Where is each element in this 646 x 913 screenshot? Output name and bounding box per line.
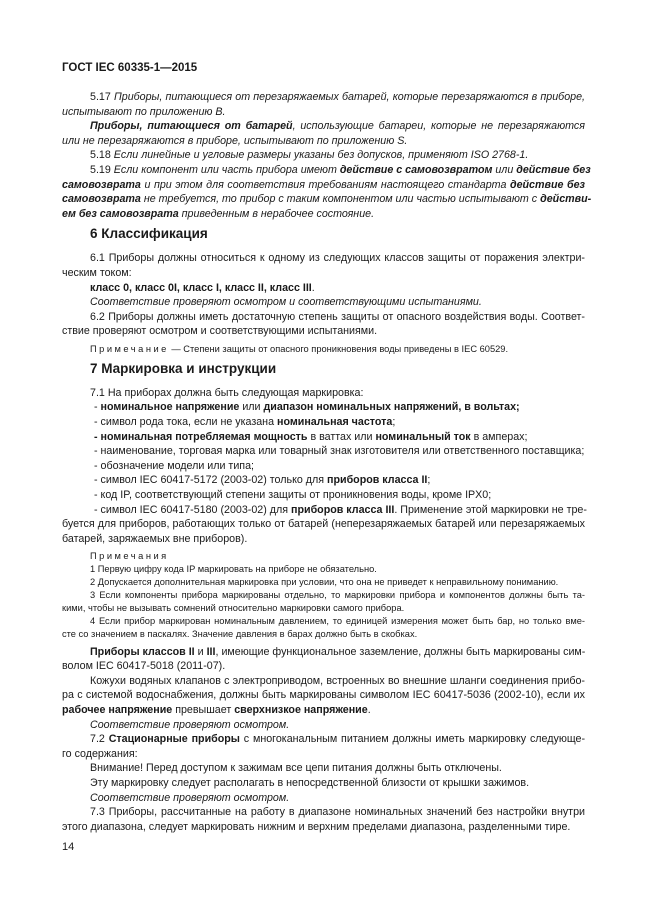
text-line xyxy=(62,444,585,459)
paragraph xyxy=(62,805,585,834)
text-line xyxy=(62,589,585,602)
emphasized-text: действие с самовозвратом xyxy=(339,163,493,176)
emphasized-text: действи- xyxy=(540,193,592,206)
text-line xyxy=(62,615,585,628)
text-line xyxy=(62,576,585,589)
emphasized-text: Если линейные и угловые размеры указаны без допусков, применяют ISO 2768-1. xyxy=(113,149,529,162)
text-line xyxy=(62,251,585,266)
text-run: ра с системой водоснабжения, должны быть маркированы символом IEC 60417-5036 (2002-10), если их xyxy=(62,689,585,702)
text-line xyxy=(62,400,585,415)
emphasized-text: Приборы классов II xyxy=(90,645,195,658)
text-line xyxy=(62,266,585,281)
text-run: — Степени защиты от опасного проникновения воды приведены в IEC 60529. xyxy=(168,343,509,354)
paragraph xyxy=(62,310,585,339)
paragraph xyxy=(62,761,585,776)
spaced-label: Примечание xyxy=(90,343,169,354)
text-line xyxy=(62,415,585,430)
note-block xyxy=(62,343,585,356)
text-run: 2 Допускается дополнительная маркировка при условии, что она не приведет к неправильному пониманию. xyxy=(90,577,559,588)
text-line xyxy=(62,178,585,193)
text-line xyxy=(62,718,585,733)
text-run: буется для приборов, работающих только от батарей (неперезаряжаемых батарей или перезаряжаемых xyxy=(62,518,585,531)
text-line xyxy=(62,459,585,474)
emphasized-text: номинальное напряжение xyxy=(100,401,240,414)
text-run: 6.1 Приборы должны относиться к одному из следующих классов защиты от поражения электри- xyxy=(90,252,585,265)
text-line xyxy=(62,207,585,222)
note-block xyxy=(62,550,585,640)
text-line xyxy=(62,386,585,401)
text-line xyxy=(62,659,585,674)
text-run: ствие проверяют осмотром и соответствующими испытаниями. xyxy=(62,325,378,338)
text-run: - xyxy=(94,401,101,414)
text-run: этого диапазона, следует маркировать нижним и верхним пределами диапазона, разделенными тире. xyxy=(62,820,571,833)
emphasized-text: рабочее напряжение xyxy=(62,703,173,716)
text-run: . xyxy=(311,281,315,294)
paragraph xyxy=(62,386,585,547)
text-line xyxy=(62,90,585,105)
paragraph xyxy=(62,295,585,310)
text-run: . Применение этой маркировки не тре- xyxy=(394,503,587,516)
text-line xyxy=(62,343,585,356)
text-run: 1 Первую цифру кода IP маркировать на приборе не обязательно. xyxy=(90,564,377,575)
emphasized-text: испытывают по приложению B. xyxy=(62,105,226,118)
text-run: в амперах; xyxy=(470,430,528,443)
text-line xyxy=(62,532,585,547)
emphasized-text: Если компонент или часть прибора имеют xyxy=(113,163,340,176)
text-line xyxy=(62,602,585,615)
section-heading xyxy=(62,225,585,243)
text-run: превышает xyxy=(172,703,235,716)
paragraph xyxy=(62,90,585,119)
text-line xyxy=(62,776,585,791)
text-run: - символ IEC 60417-5180 (2003-02) для xyxy=(94,503,292,516)
text-run: ческим током: xyxy=(62,266,132,279)
text-run: - код IP, соответствующий степени защиты от проникновения воды, кроме IPX0; xyxy=(94,488,492,501)
text-line xyxy=(62,310,585,325)
text-run: Внимание! Перед доступом к зажимам все цепи питания должны быть отключены. xyxy=(90,762,502,775)
text-run: сте со значением в паскалях. Значение давления в барах должно быть в скобках. xyxy=(62,628,418,639)
text-line xyxy=(62,563,585,576)
text-line xyxy=(62,703,585,718)
text-line xyxy=(62,148,585,163)
text-line xyxy=(62,192,592,207)
emphasized-text: Стационарные приборы xyxy=(108,733,240,746)
text-run: волом IEC 60417-5018 (2011-07). xyxy=(62,660,226,673)
text-run: 3 Если компоненты прибора маркированы отдельно, то маркировки прибора и компонентов должны быть та- xyxy=(90,590,585,600)
emphasized-text: номинальная частота xyxy=(277,415,393,428)
paragraph xyxy=(62,718,585,733)
text-line xyxy=(62,225,585,243)
page-number: 14 xyxy=(62,841,75,853)
text-line xyxy=(62,488,585,503)
emphasized-text: сверхнизкое напряжение xyxy=(234,703,368,716)
emphasized-text: Приборы, питающиеся от перезаряжаемых батарей, которые перезаряжаются в приборе, xyxy=(114,91,585,103)
emphasized-text: , использующие батареи, которые не перезаряжаются xyxy=(292,120,585,133)
document-header: ГОСТ IEC 60335-1—2015 xyxy=(62,62,198,74)
emphasized-text: или не перезаряжаются в приборе, испытывают по приложению S. xyxy=(62,134,408,147)
text-run: - символ рода тока, если не указана xyxy=(94,415,277,428)
text-line xyxy=(62,430,585,445)
text-run: в ваттах или xyxy=(307,430,376,443)
text-run: 7.1 На приборах должна быть следующая маркировка: xyxy=(90,386,364,399)
emphasized-text: диапазон номинальных напряжений, в вольтах; xyxy=(263,401,520,414)
text-line xyxy=(62,473,585,488)
emphasized-text: Приборы, питающиеся от батарей xyxy=(90,120,293,133)
text-run: 7.2 xyxy=(90,733,109,746)
text-line xyxy=(62,105,585,120)
text-run: 5.17 xyxy=(90,91,114,103)
section-heading xyxy=(62,360,585,378)
emphasized-text: и при этом для соответствия требованиям настоящего стандарта xyxy=(140,178,510,191)
text-run: Кожухи водяных клапанов с электроприводом, встроенных во внешние шланги соединения прибо- xyxy=(90,674,585,687)
text-line xyxy=(62,761,585,776)
emphasized-text: Соответствие проверяют осмотром. xyxy=(90,791,290,804)
text-run: - обозначение модели или типа; xyxy=(94,459,254,472)
paragraph xyxy=(62,732,585,761)
emphasized-text: приборов класса III xyxy=(291,503,395,516)
paragraph xyxy=(62,119,585,148)
text-line xyxy=(62,791,585,806)
text-run: - символ IEC 60417-5172 (2003-02) только для xyxy=(94,474,328,487)
emphasized-text: не требуется, то прибор с таким компонентом или частью испытывают с xyxy=(140,193,541,206)
emphasized-text: самовозврата xyxy=(62,193,141,206)
emphasized-text: приборов класса II xyxy=(327,474,428,487)
paragraph xyxy=(62,148,585,163)
emphasized-text: - номинальная потребляемая мощность xyxy=(94,430,308,443)
text-line xyxy=(62,550,585,563)
text-run: батарей, заряжаемых вне приборов). xyxy=(62,532,248,545)
paragraph xyxy=(62,281,585,296)
text-run: 6.2 Приборы должны иметь достаточную степень защиты от опасного воздействия воды. Соответ- xyxy=(90,310,585,323)
text-line xyxy=(62,517,585,532)
text-run: кими, чтобы не вызывать сомнений относительно маркировки самого прибора. xyxy=(62,602,405,613)
text-line xyxy=(62,281,585,296)
emphasized-text: приведенным в нерабочее состояние. xyxy=(178,207,375,220)
emphasized-text: класс 0, класс 0I, класс I, класс II, класс III xyxy=(90,281,312,294)
paragraph xyxy=(62,163,592,221)
text-line xyxy=(62,732,585,747)
text-run: 6 Классификация xyxy=(90,226,208,242)
text-line xyxy=(62,503,585,518)
text-run: 5.19 xyxy=(90,163,114,176)
text-run: ; xyxy=(392,415,396,428)
spaced-label: Примечания xyxy=(90,551,169,562)
text-line xyxy=(62,295,585,310)
paragraph xyxy=(62,674,585,718)
text-run: и xyxy=(194,645,207,658)
text-run: - наименование, торговая марка или товарный знак изготовителя или ответственного поставщика; xyxy=(94,445,585,458)
text-run: 4 Если прибор маркирован номинальным давлением, то единицей измерения может быть бар, но только вме- xyxy=(90,615,585,626)
text-line xyxy=(62,820,585,835)
text-line xyxy=(62,324,585,339)
document-body xyxy=(62,90,592,834)
text-run: го содержания: xyxy=(62,747,138,760)
text-line xyxy=(62,645,585,660)
text-run: 5.18 xyxy=(90,149,114,162)
text-run: 7.3 Приборы, рассчитанные на работу в диапазоне номинальных значений без настройки внутри xyxy=(90,806,585,819)
text-line xyxy=(62,747,585,762)
text-run: Эту маркировку следует располагать в непосредственной близости от крышки зажимов. xyxy=(90,776,530,789)
text-run: 7 Маркировка и инструкции xyxy=(90,360,277,376)
emphasized-text: самовозврата xyxy=(62,178,141,191)
paragraph xyxy=(62,251,585,280)
emphasized-text: действие без xyxy=(516,163,591,176)
text-line xyxy=(62,688,585,703)
text-run: или xyxy=(239,401,264,414)
text-run: . xyxy=(367,703,371,716)
text-line xyxy=(62,360,585,378)
text-run: , имеющие функциональное заземление, должны быть маркированы сим- xyxy=(215,645,586,658)
emphasized-text: ем без самовозврата xyxy=(62,207,179,220)
text-line xyxy=(62,628,585,641)
emphasized-text: III xyxy=(206,645,216,658)
text-line xyxy=(62,134,585,149)
text-line xyxy=(62,674,585,689)
emphasized-text: номинальный ток xyxy=(375,430,471,443)
text-line xyxy=(62,805,585,820)
paragraph xyxy=(62,645,585,674)
text-line xyxy=(62,163,591,178)
document-page xyxy=(62,61,592,834)
emphasized-text: Соответствие проверяют осмотром. xyxy=(90,718,290,731)
text-run: с многоканальным питанием должны иметь маркировку следующе- xyxy=(239,733,586,746)
emphasized-text: действие без xyxy=(509,178,586,191)
emphasized-text: Соответствие проверяют осмотром и соответствующими испытаниями. xyxy=(90,296,482,309)
text-run: ; xyxy=(427,474,431,487)
emphasized-text: или xyxy=(492,163,517,176)
paragraph xyxy=(62,776,585,791)
text-line xyxy=(62,119,585,134)
paragraph xyxy=(62,791,585,806)
